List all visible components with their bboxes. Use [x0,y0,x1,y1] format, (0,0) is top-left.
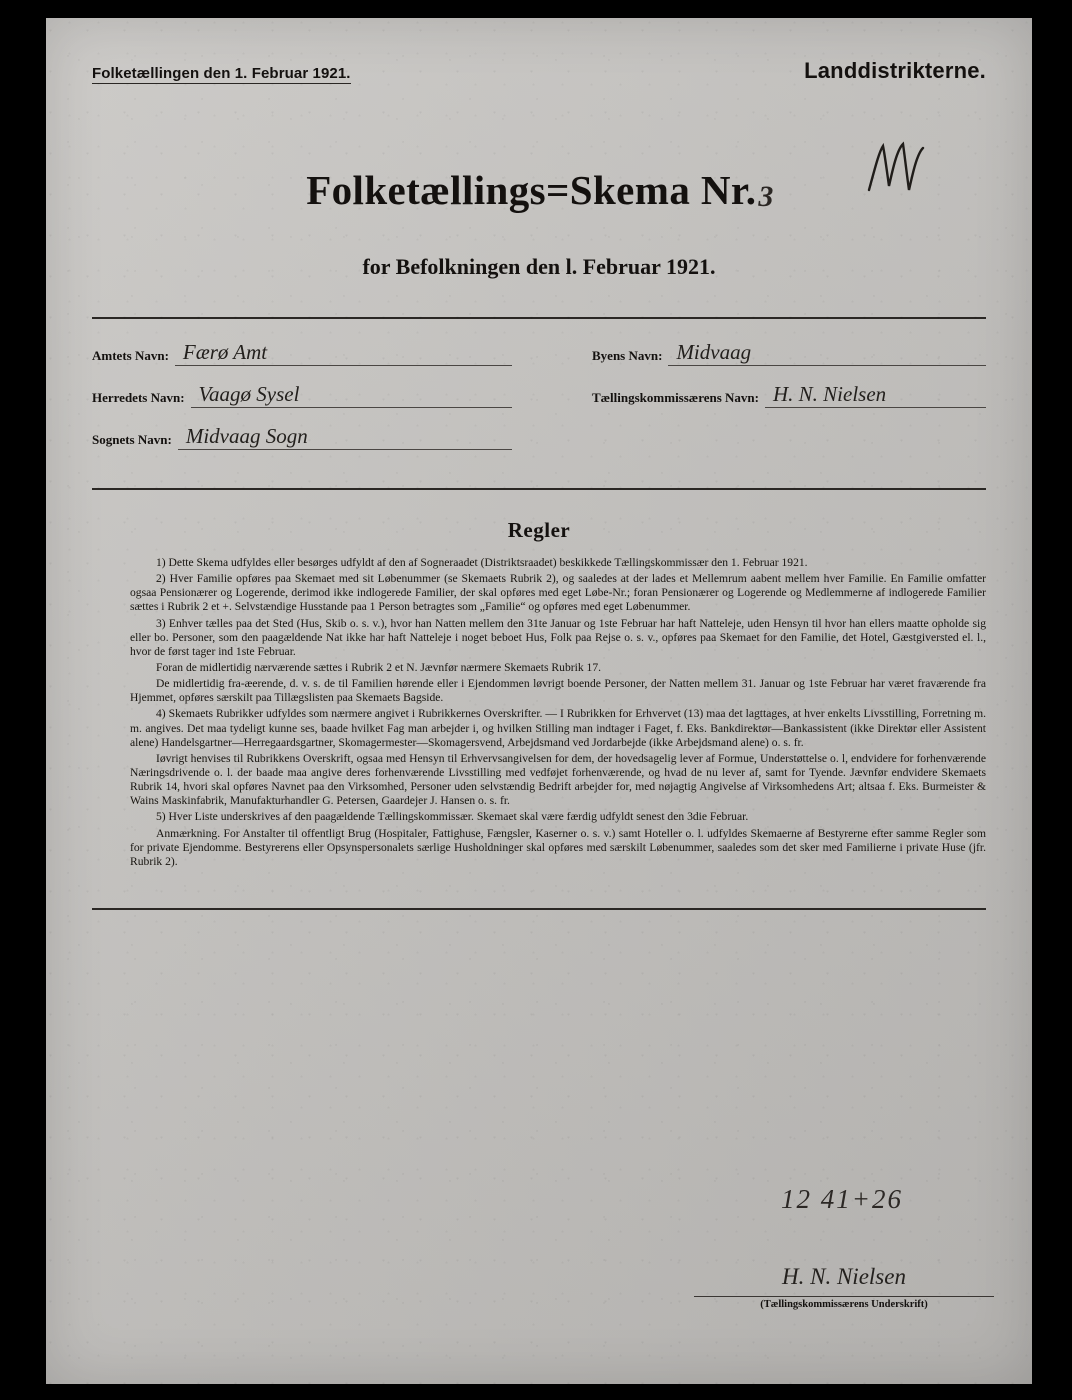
form-fields [92,336,986,476]
field-value-taellingskommissaerens-navn[interactable]: H. N. Nielsen [765,384,986,408]
rule-paragraph-3: 3) Enhver tælles paa det Sted (Hus, Skib o. s. v.), hvor han Natten mellem den 31te Januar og 1ste Februar har haft Natteleje, uden Hensyn til hvor han ellers maatte opholde sig eller bo. Personer, som den paagældende Nat ikke har haft Natteleje i noget beboet Hus, Folk paa Rejse o. s. v., opføres paa Skemaet for den Familie, det Hotel, Gæstgiversted el. l., hvor de først tager ind 1ste Februar. [130,616,986,658]
pencil-annotation-number: 12 41+26 [781,1184,903,1214]
rule-paragraph-4: 4) Skemaets Rubrikker udfyldes som nærmere angivet i Rubrikkernes Overskrifter. — I Rubrikken for Erhvervet (13) maa det lagttages, at hver enkelts Livsstilling, Forretning m. m. angives. Det maa tydeligt kunne ses, baade hvilket Fag man arbejder i, og hvilken Stilling man indtager i Faget, f. Eks. Bankdirektør—Bankassistent (ikke Direktør eller Assistent alene) Handelsgartner—Herregaardsgartner, Skomagermester—Skomagersvend, Arbejdsmand ved Jordarbejde (ikke Arbejdsmand alene) o. s. fr. [130,707,986,749]
field-value-sognets-navn[interactable]: Midvaag Sogn [178,426,512,450]
field-label-byens-navn: Byens Navn: [592,348,663,363]
field-herredets-navn[interactable] [92,384,512,408]
divider-bottom [92,908,986,910]
rule-paragraph-note: Anmærkning. For Anstalter til offentligt Brug (Hospitaler, Fattighuse, Fængsler, Kaserner o. s. v.) samt Hoteller o. l. udfyldes Skemaerne af Bestyrerne efter samme Regler som for private Ejendomme. Bestyrerens eller Opsynspersonalets særlige Husholdninger skal opføres med særskilt Løbenummer, saaledes som det sker med Familierne i private Huse (jfr. Rubrik 2). [130,826,986,868]
field-label-herredets-navn: Herredets Navn: [92,390,185,405]
field-label-sognets-navn: Sognets Navn: [92,432,172,447]
census-form-page [46,18,1032,1384]
form-sheet [46,18,1032,1384]
page-subtitle: for Befolkningen den l. Februar 1921. [362,254,716,279]
page-title [46,166,1032,214]
field-sognets-navn[interactable] [92,426,512,450]
rule-paragraph-3a: Foran de midlertidig nærværende sættes i Rubrik 2 et N. Jævnfør nærmere Skemaets Rubrik 17. [156,660,602,674]
rules-heading: Regler [507,518,571,542]
signature-handwritten: H. N. Nielsen [782,1264,906,1289]
field-label-taellingskommissaerens-navn: Tællingskommissærens Navn: [592,390,759,405]
field-value-byens-navn[interactable]: Midvaag [668,342,986,366]
field-byens-navn[interactable] [592,342,986,366]
signature-caption: (Tællingskommissærens Underskrift) [760,1299,928,1310]
field-value-herredets-navn[interactable]: Vaagø Sysel [191,384,512,408]
header-right-text: Landdistrikterne. [804,58,986,83]
rule-paragraph-3b: De midlertidig fra-æerende, d. v. s. de til Familien hørende eller i Ejendommen løvrigt boende Personer, der Natten mellem 31. Januar og 1ste Februar har været fraværende fra Hjemmet, opføres særskilt paa Tillægslisten paa Skemaets Bagside. [130,677,986,705]
rule-paragraph-5: 5) Hver Liste underskrives af den paagældende Tællingskommissær. Skemaet skal være færdig udfyldt senest den 3die Februar. [156,810,749,824]
field-amtets-navn[interactable] [92,342,512,366]
page-header [92,58,986,84]
signature-block [694,1264,994,1310]
rules-text-block [130,556,986,871]
handwritten-form-number: 3 [758,180,774,213]
header-left-text: Folketællingen den 1. Februar 1921. [92,65,351,82]
divider-middle [92,488,986,490]
rule-paragraph-1: 1) Dette Skema udfyldes eller besørges udfyldt af den af Sogneraadet (Distriktsraadet) beskikkede Tællingskommissær den 1. Februar 1921. [156,556,808,569]
field-taellingskommissaerens-navn[interactable] [592,384,986,408]
rule-paragraph-2: 2) Hver Familie opføres paa Skemaet med sit Løbenummer (se Skemaets Rubrik 2), og saaledes at der lades et Mellemrum aabent mellem hver Familie. En Familie omfatter ogsaa Pensionærer og Logerende, derimod ikke indlogerede Familier, der skal opføres med eget Løbe-Nr.; foran Pensionærer og Logerende og Medlemmerne af indlogerede Familier sættes i Rubrik 2 et +. Selvstændige Husstande paa 1 Person betragtes som „Familie“ og opføres med eget Løbenummer. [130,572,986,614]
page-title-text: Folketællings=Skema Nr. [306,167,757,213]
field-value-amtets-navn[interactable]: Færø Amt [175,342,512,366]
divider-top [92,317,986,319]
rule-paragraph-4a: Iøvrigt henvises til Rubrikkens Overskrift, ogsaa med Hensyn til Erhvervsangivelsen for dem, der hovedsagelig lever af Formue, Understøttelse o. l, endvidere for forhenværende Næringsdrivende o. l. der baade maa angive deres forhenværende Livsstilling med vedføjet forhenværende, og hvad de nu lever af, samt for Tyende. Jævnfør endvidere Skemaets Rubrik 14, hvori skal opføres Navnet paa den Virksomhed, Personer uden selvstændig Bedrift arbejder for, med nøjagtig Angivelse af Virksomhedens Art; altsaa f. Eks. Burmeister & Wains Maskinfabrik, Manufakturhandler G. Petersen, Gaardejer J. Hansen o. s. fr. [130,751,986,808]
signature-line [694,1296,994,1297]
field-label-amtets-navn: Amtets Navn: [92,348,169,363]
